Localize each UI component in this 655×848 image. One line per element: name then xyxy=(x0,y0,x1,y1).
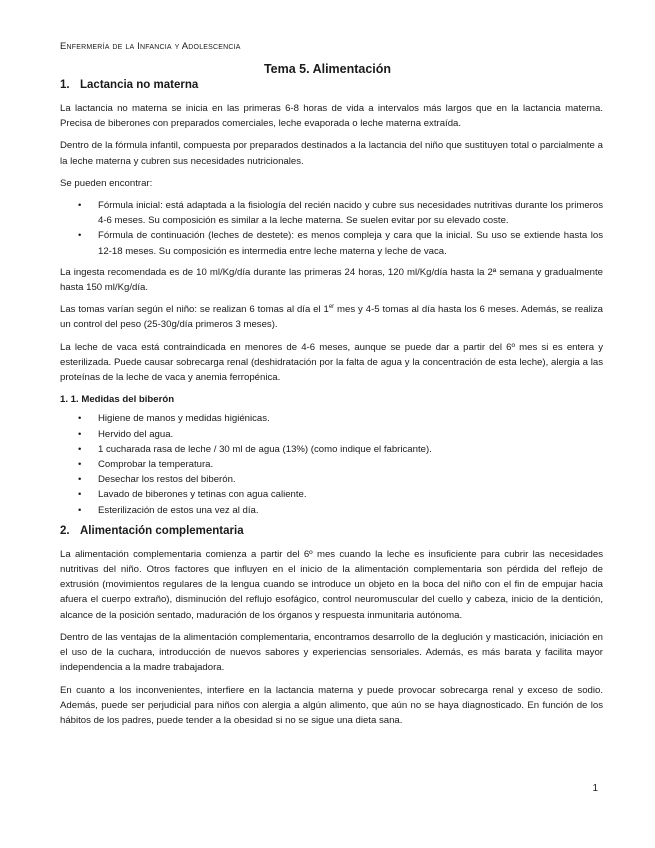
paragraph: La leche de vaca está contraindicada en menores de 4-6 meses, aunque se puede dar a partir del 6º mes si es entera y esterilizada. Puede causar sobrecarga renal (deshidratación por la falta de agua y la concentración de esta leche), alergia a las proteínas de la leche de vaca y anemia ferropénica. xyxy=(60,341,603,384)
subsection-heading-biberon: 1. 1. Medidas del biberón xyxy=(60,394,175,406)
section-heading-lactancia xyxy=(60,78,603,93)
list-item: • Fórmula inicial: está adaptada a la fisiología del recién nacido y cubre sus necesidades nutritivas durante los primeros 4-6 meses. Su composición es similar a la leche materna. Se suelen evitar por su elevado coste. xyxy=(98,198,603,228)
paragraph: La alimentación complementaria comienza a partir del 6º mes cuando la leche es insuficiente para cubrir las necesidades nutritivas del niño. Otros factores que influyen en el inicio de la alimentación complementaria son pérdida del reflejo de extrusión (movimientos regulares de la lengua cuando se introduce un objeto en la boca del niño con el fin de empujar hacia afuera el cuerpo extraño), disminución del reflujo esofágico, control neuromuscular del cuello y cabeza, inicio de la dentición, alcance de la posición sentado, maduración de los órganos y respuesta inmunitaria autónoma. xyxy=(60,548,603,621)
bullet-list-medidas xyxy=(60,411,603,517)
running-header: Enfermería de la Infancia y Adolescencia xyxy=(60,41,241,52)
section-title: Alimentación complementaria xyxy=(80,524,244,537)
list-item: • Fórmula de continuación (leches de destete): es menos compleja y cara que la inicial. Su uso se extiende hasta los 12-18 meses. Su composición es intermedia entre leche materna y leche de vaca. xyxy=(98,228,603,258)
bullet-list-formulas xyxy=(60,198,603,259)
paragraph: Dentro de la fórmula infantil, compuesta por preparados destinados a la lactancia del niño que sustituyen total o parcialmente a la leche materna y cubren sus necesidades nutricionales. xyxy=(60,140,603,167)
list-item: • Higiene de manos y medidas higiénicas. xyxy=(98,411,603,426)
paragraph: En cuanto a los inconvenientes, interfiere en la lactancia materna y puede provocar sobrecarga renal y exceso de sodio. Además, puede ser perjudicial para niños con alergia a algún alimento, que aún no se haya diagnosticado. En función de los hábitos de los padres, puede tender a la obesidad si no se sigue una dieta sana. xyxy=(60,684,603,726)
list-item: • Comprobar la temperatura. xyxy=(98,457,603,472)
list-item: • Hervido del agua. xyxy=(98,427,603,442)
paragraph xyxy=(60,302,603,332)
paragraph: Se pueden encontrar: xyxy=(60,177,153,189)
section-number: 2. xyxy=(60,524,70,537)
page-title: Tema 5. Alimentación xyxy=(263,62,392,76)
document-body xyxy=(60,78,603,735)
page-number: 1 xyxy=(592,783,598,794)
list-item: • Lavado de biberones y tetinas con agua caliente. xyxy=(98,487,603,502)
paragraph: La lactancia no materna se inicia en las primeras 6-8 horas de vida a intervalos más largos que en la lactancia materna. Precisa de biberones con preparados comerciales, leche evaporada o leche materna extraída. xyxy=(60,103,603,130)
paragraph: La ingesta recomendada es de 10 ml/Kg/día durante las primeras 24 horas, 120 ml/Kg/día hasta la 2ª semana y gradualmente hasta 150 ml/Kg/día. xyxy=(60,266,603,294)
list-item: • Desechar los restos del biberón. xyxy=(98,472,603,487)
list-item: • Esterilización de estos una vez al día. xyxy=(98,503,603,518)
superscript: er xyxy=(328,304,335,311)
paragraph: Dentro de las ventajas de la alimentación complementaria, encontramos desarrollo de la deglución y masticación, iniciación en el uso de la cuchara, introducción de nuevos sabores y experiencias sensoriales. Además, es más barata y facilita mayor independencia a la madre trabajadora. xyxy=(60,631,603,674)
text-run: Las tomas varían según el niño: se realizan 6 tomas al día el 1 xyxy=(60,304,329,316)
section-heading-complementaria xyxy=(60,524,603,539)
list-item: • 1 cucharada rasa de leche / 30 ml de agua (13%) (como indique el fabricante). xyxy=(98,442,603,457)
section-number: 1. xyxy=(60,79,70,91)
text-run: mes y 4-5 tomas al día hasta los 6 meses. Además, se realiza un control del peso (25-30g/día primeros 3 meses). xyxy=(60,304,603,331)
section-title: Lactancia no materna xyxy=(80,79,199,91)
